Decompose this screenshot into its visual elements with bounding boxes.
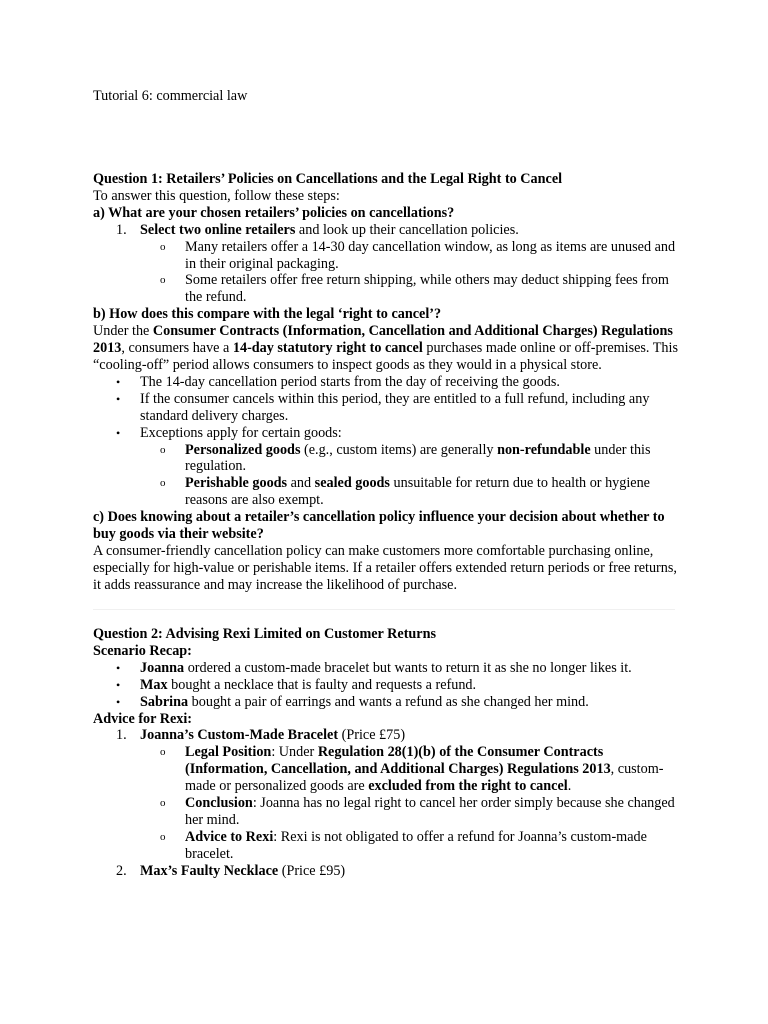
- question-2-section: [93, 626, 683, 880]
- divider: [93, 609, 675, 610]
- list-item: • Sabrina bought a pair of earrings and wants a refund as she changed her mind.: [116, 693, 589, 710]
- list-item: • Exceptions apply for certain goods:: [116, 424, 342, 441]
- q2-heading: Question 2: Advising Rexi Limited on Customer Returns: [93, 626, 437, 642]
- q1-b-heading: b) How does this compare with the legal ‘right to cancel’?: [93, 306, 442, 323]
- list-item: o Conclusion: Joanna has no legal right to cancel her order simply because she changed her mind.: [160, 795, 675, 828]
- list-item: 1. Joanna’s Custom-Made Bracelet (Price £75): [116, 727, 406, 744]
- q1-b-paragraph: Under the Consumer Contracts (Information, Cancellation and Additional Charges) Regulations 2013, consumers have a 14-day statutory right to cancel purchases made online or off-premises. This “cooling-off” period allows consumers to inspect goods as they would in a physical store.: [93, 323, 678, 373]
- q1-a-heading: a) What are your chosen retailers’ policies on cancellations?: [93, 204, 455, 221]
- doc-title: Tutorial 6: commercial law: [93, 88, 248, 104]
- list-item: o Some retailers offer free return shipping, while others may deduct shipping fees from the refund.: [160, 272, 669, 306]
- q2-advice-heading: Advice for Rexi:: [93, 710, 193, 727]
- list-item: 2. Max’s Faulty Necklace (Price £95): [116, 862, 346, 879]
- q2-recap-heading: Scenario Recap:: [93, 642, 192, 659]
- list-item: o Many retailers offer a 14-30 day cancellation window, as long as items are unused and in their original packaging.: [160, 238, 676, 272]
- list-item: • If the consumer cancels within this period, they are entitled to a full refund, including any standard delivery charges.: [116, 390, 650, 424]
- list-item: o Personalized goods (e.g., custom items) are generally non-refundable under this regulation.: [160, 441, 651, 475]
- q1-c-heading: c) Does knowing about a retailer’s cancellation policy influence your decision about whether to buy goods via their website?: [93, 509, 665, 543]
- q1-heading: Question 1: Retailers’ Policies on Cancellations and the Legal Right to Cancel: [93, 171, 563, 187]
- list-item: • Max bought a necklace that is faulty and requests a refund.: [116, 676, 477, 693]
- list-item: • The 14-day cancellation period starts from the day of receiving the goods.: [116, 373, 560, 390]
- list-item: o Perishable goods and sealed goods unsuitable for return due to health or hygiene reasons are also exempt.: [160, 475, 650, 509]
- list-item: 1. Select two online retailers and look up their cancellation policies.: [116, 221, 519, 238]
- list-item: o Advice to Rexi: Rexi is not obligated to offer a refund for Joanna’s custom-made bracelet.: [160, 828, 647, 862]
- list-item: • Joanna ordered a custom-made bracelet but wants to return it as she no longer likes it.: [116, 659, 632, 676]
- question-1-section: [93, 171, 683, 594]
- list-item: o Legal Position: Under Regulation 28(1)(b) of the Consumer Contracts (Information, Cancellation, and Additional Charges) Regulations 2013, custom-made or personalized goods are excluded from the right to cancel.: [160, 744, 664, 795]
- q1-c-paragraph: A consumer-friendly cancellation policy can make customers more comfortable purchasing online, especially for high-value or perishable items. If a retailer offers extended return periods or free returns, it adds reassurance and may increase the likelihood of purchase.: [93, 542, 677, 593]
- q1-intro: To answer this question, follow these steps:: [93, 187, 340, 204]
